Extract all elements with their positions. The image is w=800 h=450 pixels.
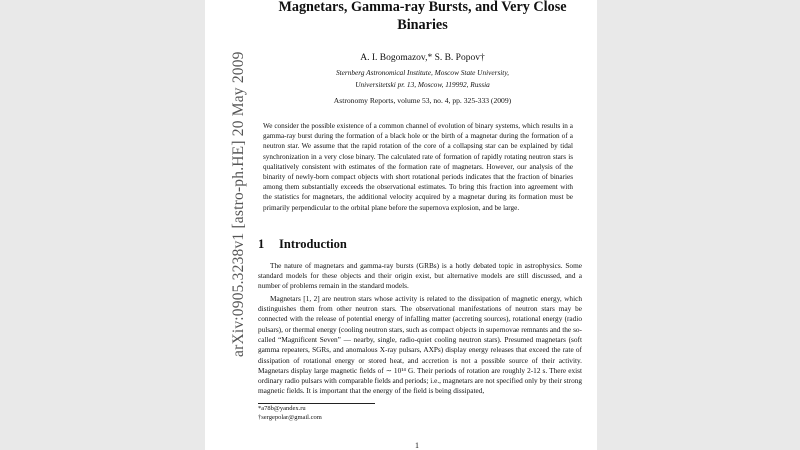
paper-page — [205, 0, 597, 450]
arxiv-identifier: arXiv:0905.3238v1 [astro-ph.HE] 20 May 2009 — [230, 51, 247, 357]
journal-reference: Astronomy Reports, volume 53, no. 4, pp. 325-333 (2009) — [333, 96, 512, 105]
section-title: Introduction — [279, 236, 347, 251]
section-number: 1 — [258, 236, 265, 251]
footnote-email-2: †sergepolar@gmail.com — [258, 413, 322, 421]
page-content — [258, 0, 583, 422]
intro-paragraph-2: Magnetars [1, 2] are neutron stars whose activity is related to the dissipation of magnetic energy, which distinguishes them from other neutron stars. The observational manifestations of neutron stars may be connected with the release of potential energy of infalling matter (accreting sources), rotational energy (radio pulsars), or thermal energy (cooling neutron stars, such as compact objects in supernovae remnants and the so-called “Magnificent Seven” — nearby, single, radio-quiet cooling neutron stars). Presumed magnetars (soft gamma repeaters, SGRs, and anomalous X-ray pulsars, AXPs) display energy releases that exceed the rate of dissipation of rotational energy or stored heat, and accretion is not a possible source of their activity. Magnetars display large magnetic fields of ∼ 10¹⁴ G. Their periods of rotation are roughly 2-12 s. There exist ordinary radio pulsars with comparable fields and periods; i.e., magnetars are not specified only by their strong magnetic fields. It is important that the energy of the field is being dissipated, — [258, 293, 583, 396]
page-number: 1 — [415, 441, 419, 450]
author-line: A. I. Bogomazov,* S. B. Popov† — [360, 53, 485, 63]
affiliation — [263, 67, 582, 91]
intro-paragraph-1: The nature of magnetars and gamma-ray bursts (GRBs) is a hotly debated topic in astrophysics. Some standard models for these objects and their origin exist, but alternative models are still discussed, and a number of problems remain in the standard models. — [258, 260, 582, 291]
abstract: We consider the possible existence of a common channel of evolution of binary systems, which results in a gamma-ray burst during the formation of a black hole or the birth of a magnetar during the formation of a neutron star. We assume that the rapid rotation of the core of a collapsing star can be explained by tidal synchronization in a very close binary. The calculated rate of formation of rapidly rotating neutron stars is qualitatively consistent with estimates of the formation rate of magnetars. However, our analysis of the binarity of newly-born compact objects with short rotational periods indicates that the fraction of binaries among them substantially exceeds the observational estimates. To bring this fraction into agreement with the statistics for magnetars, the additional velocity acquired by a magnetar during its formation must be primarily perpendicular to the orbital plane before the supernova explosion, and be large. — [263, 122, 573, 212]
paper-title: Magnetars, Gamma-ray Bursts, and Very Close Binaries — [278, 0, 567, 33]
affiliation-line-1: Sternberg Astronomical Institute, Moscow State University, — [335, 68, 509, 77]
affiliation-line-2: Universitetski pr. 13, Moscow, 119992, Russia — [355, 80, 490, 89]
section-heading — [258, 237, 582, 252]
footnote-email-1: *a78b@yandex.ru — [258, 404, 306, 412]
